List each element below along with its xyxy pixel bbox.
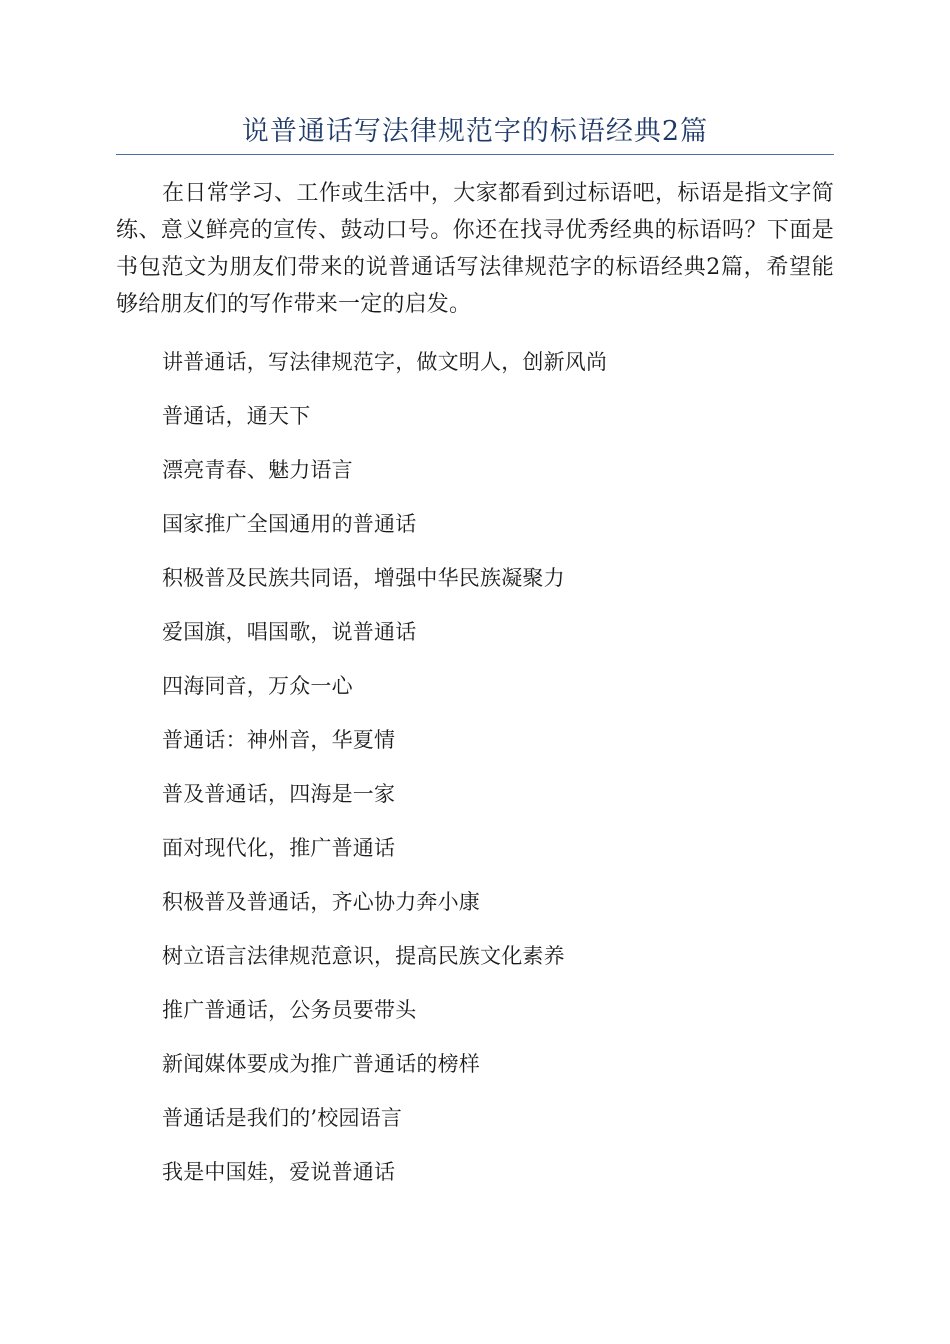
slogan-list xyxy=(162,343,822,1207)
slogan-item: 普及普通话，四海是一家 xyxy=(162,782,396,806)
slogan-item: 面对现代化，推广普通话 xyxy=(162,836,396,860)
slogan-item: 新闻媒体要成为推广普通话的榜样 xyxy=(162,1052,480,1076)
title-underline xyxy=(116,154,834,155)
slogan-item: 爱国旗，唱国歌，说普通话 xyxy=(162,620,417,644)
slogan-item: 讲普通话，写法律规范字，做文明人，创新风尚 xyxy=(162,350,608,374)
slogan-item: 普通话是我们的’校园语言 xyxy=(162,1106,403,1130)
slogan-item: 漂亮青春、魅力语言 xyxy=(162,458,353,482)
slogan-item: 普通话：神州音，华夏情 xyxy=(162,728,396,752)
slogan-item: 四海同音，万众一心 xyxy=(162,674,353,698)
document-title: 说普通话写法律规范字的标语经典2篇 xyxy=(241,116,709,147)
slogan-item: 普通话，通天下 xyxy=(162,404,311,428)
intro-paragraph: 在日常学习、工作或生活中，大家都看到过标语吧，标语是指文字简练、意义鲜亮的宣传、鼓动口号。你还在找寻优秀经典的标语吗？下面是书包范文为朋友们带来的说普通话写法律规范字的标语经典2篇，希望能够给朋友们的写作带来一定的启发。 xyxy=(116,181,834,317)
slogan-item: 积极普及普通话，齐心协力奔小康 xyxy=(162,890,480,914)
slogan-item: 树立语言法律规范意识，提高民族文化素养 xyxy=(162,944,565,968)
slogan-item: 我是中国娃，爱说普通话 xyxy=(162,1160,396,1184)
slogan-item: 国家推广全国通用的普通话 xyxy=(162,512,417,536)
slogan-item: 推广普通话，公务员要带头 xyxy=(162,998,417,1022)
slogan-item: 积极普及民族共同语，增强中华民族凝聚力 xyxy=(162,566,565,590)
